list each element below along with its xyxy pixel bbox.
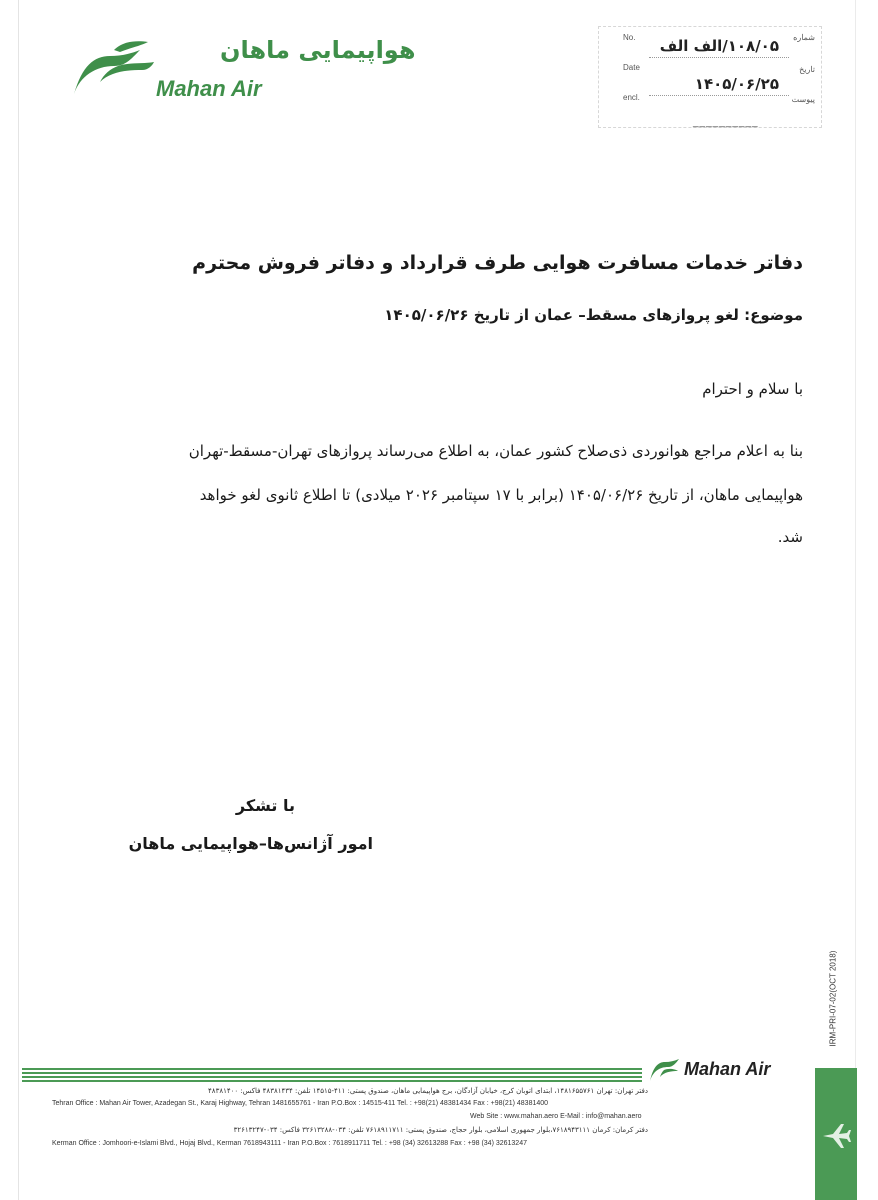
- airplane-icon: [821, 1120, 851, 1150]
- enclosure-label-en: encl.: [623, 93, 640, 102]
- footer-tehran-address-fa: دفتر تهران: تهران ۱۴۸۱۶۵۵۷۶۱، ابتدای اتوبان کرج، خیابان آزادگان، برج هواپیمایی ماهان، صندوق پستی: ۴۱۱-۱۴۵۱۵ تلفن: ۴۸۳۸۱۴۳۴ فاکس: ۴۸۳۸۱۴۰۰: [208, 1087, 648, 1095]
- letter-closing: با تشکر: [235, 796, 295, 815]
- mahan-air-logo: [70, 36, 416, 106]
- form-code: [826, 936, 840, 1066]
- body-line: بنا به اعلام مراجع هوانوردی ذی‌صلاح کشور عمان، به اطلاع می‌رساند پروازهای تهران-مسقط-تهران: [188, 442, 803, 460]
- footer-contact: Web Site : www.mahan.aero E-Mail : info@mahan.aero: [470, 1113, 642, 1120]
- footer-tehran-address-en: Tehran Office : Mahan Air Tower, Azadegan St., Karaj Highway, Tehran 1481655761 - Iran P.O.Box : 14515-411 Tel. : +98(21) 48381434 Fax : +98(21) 48381400: [52, 1100, 549, 1107]
- date-label-en: Date: [623, 63, 640, 72]
- letter-date: ۱۴۰۵/۰۶/۲۵: [694, 75, 779, 93]
- enclosure-value: __________: [693, 117, 759, 128]
- date-line: [649, 95, 789, 96]
- logo-persian-text: هواپیمایی ماهان: [220, 36, 416, 64]
- footer-green-block: [815, 1068, 857, 1200]
- mahan-bird-small-icon: [648, 1055, 680, 1083]
- number-label-en: No.: [623, 33, 636, 42]
- logo-english-text: Mahan Air: [156, 76, 262, 101]
- letter-subject: موضوع: لغو پروازهای مسقط– عمان از تاریخ ۱۴۰۵/۰۶/۲۶: [384, 306, 803, 324]
- body-line: شد.: [777, 528, 803, 546]
- letter-greeting: با سلام و احترام: [702, 380, 803, 398]
- reference-box: [598, 26, 822, 128]
- date-label-fa: تاریخ: [799, 65, 815, 74]
- footer-stripes: [22, 1068, 642, 1084]
- footer-kerman-address-fa: دفتر کرمان: کرمان ۷۶۱۸۹۴۳۱۱۱،بلوار جمهوری اسلامی، بلوار حجاج، صندوق پستی: ۷۶۱۸۹۱۱۷۱۱ تلفن: ۰۳۴-۳۲۶۱۳۲۸۸ فاکس: ۰۳۴-۳۲۶۱۳۲۴۷: [233, 1126, 648, 1134]
- page-edge-left: [18, 0, 19, 1200]
- page-edge-right: [855, 0, 856, 1200]
- number-line: [649, 57, 789, 58]
- footer-kerman-address-en: Kerman Office : Jomhoori-e-Islami Blvd., Hojaj Blvd., Kerman 7618943111 - Iran P.O.Box : 7618911711 Tel. : +98 (34) 32613288 Fax : +98 (34) 32613247: [52, 1140, 527, 1147]
- body-line: هواپیمایی ماهان، از تاریخ ۱۴۰۵/۰۶/۲۶ (برابر با ۱۷ سپتامبر ۲۰۲۶ میلادی) تا اطلاع ثانوی لغو خواهد: [199, 486, 803, 504]
- mahan-bird-icon: [70, 36, 154, 98]
- letter-signature: امور آژانس‌ها–هواپیمایی ماهان: [128, 834, 373, 853]
- letter-number: ۱۰۸/۰۵/الف الف: [659, 37, 779, 55]
- footer-logo-text: Mahan Air: [684, 1059, 771, 1079]
- footer-logo: [648, 1055, 818, 1085]
- number-label-fa: شماره: [793, 33, 815, 42]
- letter-recipient-title: دفاتر خدمات مسافرت هوایی طرف قرارداد و دفاتر فروش محترم: [192, 252, 803, 274]
- form-code-text: IRM-PRI-07-02(OCT 2018): [828, 950, 838, 1047]
- enclosure-label-fa: پیوست: [791, 95, 815, 104]
